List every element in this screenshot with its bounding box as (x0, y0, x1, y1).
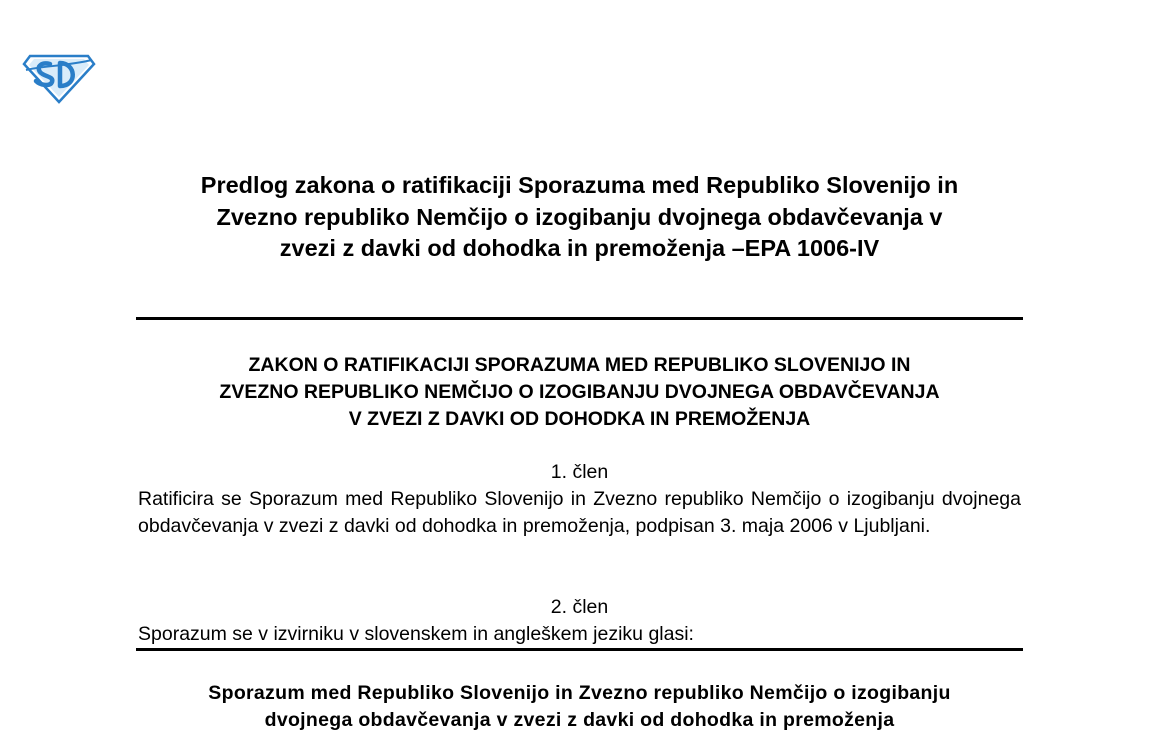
law-heading-line: V ZVEZI Z DAVKI OD DOHODKA IN PREMOŽENJA (348, 408, 811, 430)
article-2-text: Sporazum se v izvirniku v slovenskem in angleškem jeziku glasi: (138, 623, 694, 645)
horizontal-rule (136, 317, 1023, 320)
article-2-title: 2. člen (550, 596, 609, 618)
article-1-title: 1. člen (550, 461, 609, 483)
law-heading-line: ZAKON O RATIFIKACIJI SPORAZUMA MED REPUBLIKO SLOVENIJO IN (248, 354, 911, 376)
document-title (136, 170, 1023, 265)
article-1-text: Ratificira se Sporazum med Republiko Slovenijo in Zvezno republiko Nemčijo o izogibanju dvojnega obdavčevanja v zvezi z davki od dohodka in premoženja, podpisan 3. maja 2006 v Ljubljani. (138, 488, 1021, 537)
sd-logo-icon (22, 48, 96, 104)
agreement-heading-line: Sporazum med Republiko Slovenijo in Zvezno republiko Nemčijo o izogibanju (208, 682, 951, 704)
title-line: Zvezno republiko Nemčijo o izogibanju dvojnega obdavčevanja v (216, 203, 943, 230)
agreement-heading-line: dvojnega obdavčevanja v zvezi z davki od dohodka in premoženja (264, 709, 895, 731)
title-line: Predlog zakona o ratifikaciji Sporazuma med Republiko Slovenijo in (200, 172, 959, 198)
title-line: zvezi z davki od dohodka in premoženja –EPA 1006-IV (279, 235, 880, 261)
law-heading-line: ZVEZNO REPUBLIKO NEMČIJO O IZOGIBANJU DVOJNEGA OBDAVČEVANJA (219, 381, 940, 403)
law-heading (136, 352, 1023, 433)
horizontal-rule (136, 648, 1023, 651)
agreement-heading (136, 680, 1023, 734)
